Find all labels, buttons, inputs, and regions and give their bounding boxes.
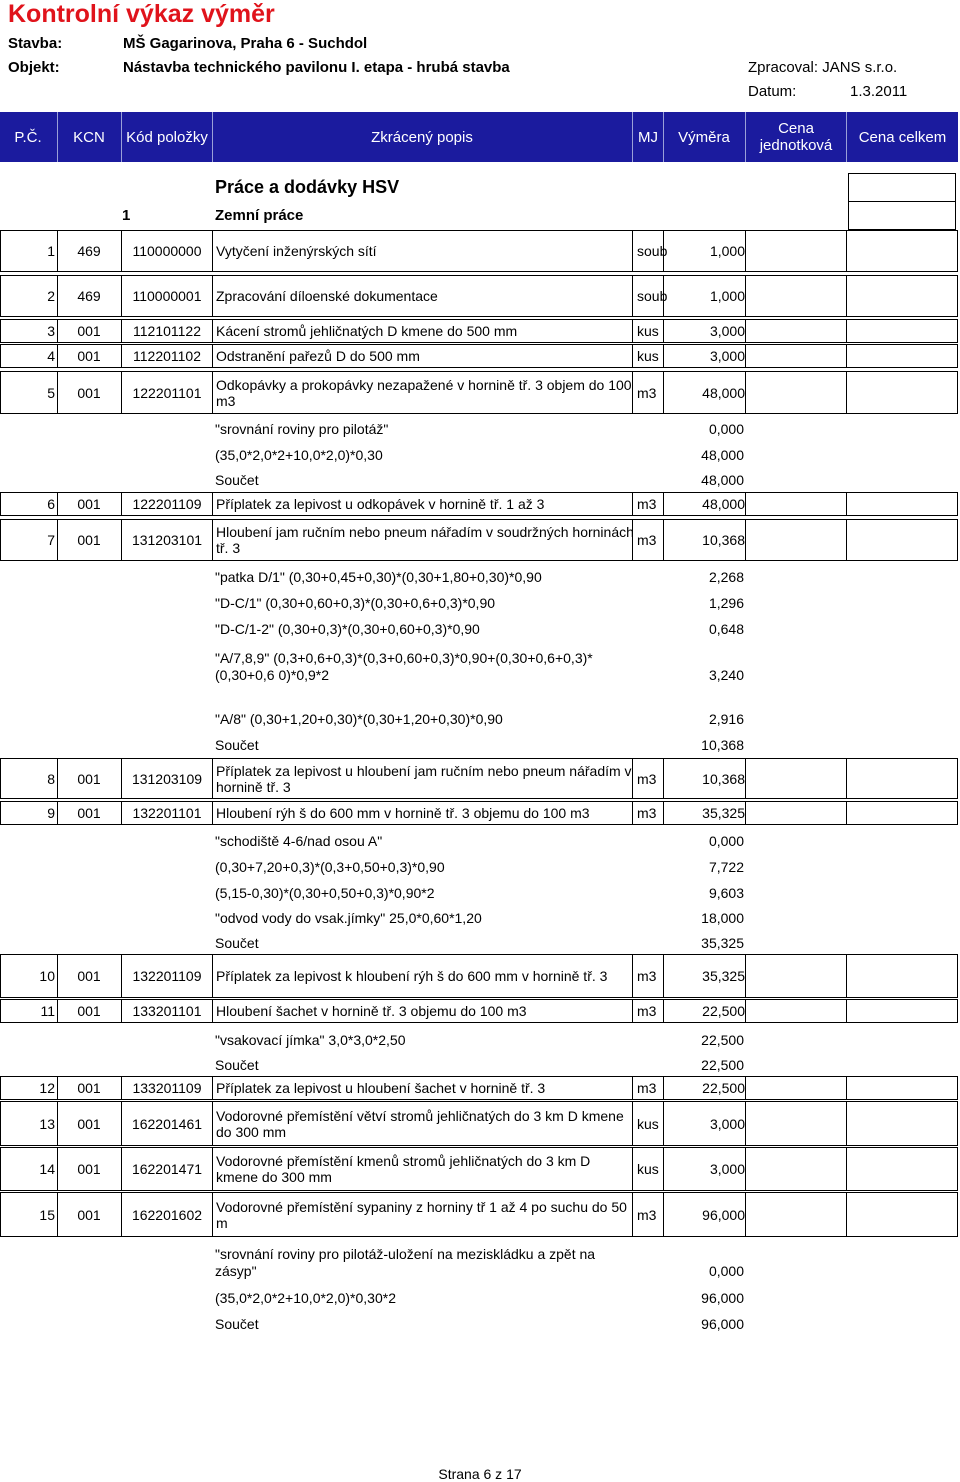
item-unit: m3 xyxy=(637,805,657,821)
detail-text: "A/7,8,9" (0,3+0,6+0,3)*(0,3+0,60+0,3)*0,90+(0,30+0,6+0,3)*(0,30+0,6 0)*0,9*2 xyxy=(215,650,593,683)
item-quantity: 48,000 xyxy=(702,496,745,512)
table-row xyxy=(0,1147,958,1191)
detail-value: 18,000 xyxy=(701,910,744,926)
item-description: Hloubení rýh š do 600 mm v hornině tř. 3 objemu do 100 m3 xyxy=(216,805,590,821)
item-number: 1 xyxy=(47,243,55,259)
item-kcn: 469 xyxy=(77,288,101,304)
item-code: 112201102 xyxy=(133,348,201,364)
detail-value: 10,368 xyxy=(701,737,744,753)
detail-value: 0,000 xyxy=(708,833,744,849)
stavba-value: MŠ Gagarinova, Praha 6 - Suchdol xyxy=(123,35,368,52)
item-kcn: 001 xyxy=(77,1115,101,1132)
item-quantity: 96,000 xyxy=(702,1206,745,1223)
item-quantity: 35,325 xyxy=(702,968,745,984)
item-kcn: 001 xyxy=(77,496,101,512)
item-number: 12 xyxy=(39,1080,55,1096)
item-kcn: 001 xyxy=(77,1206,101,1223)
table-row xyxy=(0,758,958,799)
item-quantity: 3,000 xyxy=(709,1161,745,1177)
item-unit: kus xyxy=(637,348,659,364)
item-quantity: 3,000 xyxy=(709,323,745,339)
detail-text: "schodiště 4-6/nad osou A" xyxy=(215,833,383,849)
item-kcn: 001 xyxy=(77,1161,101,1177)
detail-value: 0,000 xyxy=(708,1263,744,1279)
item-description: Příplatek za lepivost u odkopávek v hornině tř. 1 až 3 xyxy=(216,496,545,512)
item-kcn: 001 xyxy=(77,532,101,548)
detail-value: 2,268 xyxy=(708,569,744,585)
item-unit: m3 xyxy=(637,1206,657,1223)
col-popis: Zkrácený popis xyxy=(371,128,473,146)
item-description: Příplatek za lepivost k hloubení rýh š do 600 mm v hornině tř. 3 xyxy=(216,968,608,984)
detail-text: "D-C/1-2" (0,30+0,3)*(0,30+0,60+0,3)*0,90 xyxy=(215,621,480,637)
col-cena-celkem: Cena celkem xyxy=(858,128,947,146)
item-unit: soub xyxy=(637,243,668,259)
item-description: Odkopávky a prokopávky nezapažené v hornině tř. 3 objem do 100 m3 xyxy=(216,376,632,409)
item-quantity: 10,368 xyxy=(702,532,745,548)
stavba-label: Stavba: xyxy=(8,35,63,52)
detail-text: "A/8" (0,30+1,20+0,30)*(0,30+1,20+0,30)*0,90 xyxy=(215,711,503,727)
item-number: 13 xyxy=(39,1115,55,1132)
item-code: 131203101 xyxy=(131,532,203,548)
col-cena-jedn-line2: jednotková xyxy=(759,137,833,154)
item-code: 162201471 xyxy=(131,1161,203,1177)
item-unit: m3 xyxy=(637,1003,657,1019)
detail-value: 0,000 xyxy=(708,421,744,437)
col-vymera: Výměra xyxy=(678,128,730,146)
zpracoval: Zpracoval: JANS s.r.o. xyxy=(748,59,898,76)
detail-value: 3,240 xyxy=(708,667,744,683)
detail-text: (35,0*2,0*2+10,0*2,0)*0,30*2 xyxy=(215,1290,396,1306)
item-number: 3 xyxy=(47,323,55,339)
item-description: Vodorovné přemístění sypaniny z horniny tř 1 až 4 po suchu do 50 m xyxy=(216,1198,627,1231)
item-quantity: 22,500 xyxy=(702,1003,745,1019)
item-unit: soub xyxy=(637,288,668,304)
item-code: 162201461 xyxy=(131,1115,203,1132)
col-pc: P.Č. xyxy=(14,128,42,146)
detail-text: (35,0*2,0*2+10,0*2,0)*0,30 xyxy=(215,447,383,463)
item-kcn: 001 xyxy=(77,1003,101,1019)
table-row xyxy=(0,519,958,561)
item-number: 10 xyxy=(39,968,55,984)
objekt-value: Nástavba technického pavilonu I. etapa - hrubá stavba xyxy=(123,59,510,76)
item-number: 4 xyxy=(47,348,55,364)
detail-text: (0,30+7,20+0,3)*(0,3+0,50+0,3)*0,90 xyxy=(215,859,445,875)
datum-value: 1.3.2011 xyxy=(850,83,908,100)
item-unit: m3 xyxy=(637,532,657,548)
item-description: Vodorovné přemístění větví stromů jehličnatých do 3 km D kmene do 300 mm xyxy=(216,1107,624,1140)
detail-value: 7,722 xyxy=(708,859,744,875)
item-number: 14 xyxy=(39,1161,55,1177)
item-kcn: 001 xyxy=(77,1080,101,1096)
item-quantity: 22,500 xyxy=(702,1080,745,1096)
item-description: Hloubení šachet v hornině tř. 3 objemu do 100 m3 xyxy=(216,1003,527,1019)
item-code: 112101122 xyxy=(133,323,201,339)
item-description: Odstranění pařezů D do 500 mm xyxy=(216,348,420,364)
item-quantity: 3,000 xyxy=(709,348,745,364)
table-row xyxy=(0,1076,958,1100)
table-row xyxy=(0,1101,958,1146)
item-number: 11 xyxy=(40,1003,55,1019)
item-kcn: 001 xyxy=(77,384,101,401)
page-footer: Strana 6 z 17 xyxy=(438,1466,522,1482)
item-number: 2 xyxy=(47,288,55,304)
item-code: 132201109 xyxy=(132,968,202,984)
section-total-box xyxy=(848,173,956,202)
item-description: Hloubení jam ručním nebo pneum nářadím v soudržných horninách tř. 3 xyxy=(216,524,634,556)
item-number: 6 xyxy=(47,496,55,512)
item-unit: kus xyxy=(637,1161,659,1177)
table-row xyxy=(0,275,958,317)
item-description: Vodorovné přemístění kmenů stromů jehličnatých do 3 km D kmene do 300 mm xyxy=(216,1153,591,1185)
detail-text: "srovnání roviny pro pilotáž" xyxy=(215,421,389,437)
item-kcn: 001 xyxy=(77,323,101,339)
item-unit: m3 xyxy=(637,384,657,401)
col-kod: Kód položky xyxy=(126,128,208,146)
item-kcn: 001 xyxy=(77,805,101,821)
detail-value: 48,000 xyxy=(701,447,744,463)
item-number: 5 xyxy=(47,384,55,401)
item-unit: m3 xyxy=(637,1080,657,1096)
table-row xyxy=(0,319,958,343)
item-unit: kus xyxy=(637,323,659,339)
column-header-bar xyxy=(0,112,958,162)
item-description: Zpracování díloenské dokumentace xyxy=(216,288,438,304)
table-row xyxy=(0,1192,958,1237)
detail-text: "D-C/1" (0,30+0,60+0,3)*(0,30+0,6+0,3)*0,90 xyxy=(215,595,496,611)
item-description: Příplatek za lepivost u hloubení jam ručním nebo pneum nářadím v hornině tř. 3 xyxy=(216,762,632,795)
item-kcn: 469 xyxy=(77,243,101,259)
detail-value: 0,648 xyxy=(708,621,744,637)
item-code: 131203109 xyxy=(131,770,203,787)
objekt-label: Objekt: xyxy=(8,59,60,76)
detail-value: 96,000 xyxy=(701,1316,744,1332)
item-kcn: 001 xyxy=(77,770,101,787)
table-row xyxy=(0,230,958,272)
table-row xyxy=(0,801,958,825)
detail-text: Součet xyxy=(215,1316,259,1332)
col-kcn: KCN xyxy=(73,128,105,146)
item-quantity: 3,000 xyxy=(709,1115,745,1132)
detail-value: 2,916 xyxy=(708,711,744,727)
item-code: 133201109 xyxy=(132,1080,202,1096)
detail-value: 1,296 xyxy=(708,595,744,611)
item-description: Kácení stromů jehličnatých D kmene do 500 mm xyxy=(216,323,518,339)
col-cena-jednotkova xyxy=(746,112,846,162)
datum-label: Datum: xyxy=(748,83,797,100)
item-description: Příplatek za lepivost u hloubení šachet v hornině tř. 3 xyxy=(216,1080,546,1096)
item-code: 122201109 xyxy=(132,496,202,512)
item-unit: m3 xyxy=(637,496,657,512)
detail-text: Součet xyxy=(215,935,259,951)
detail-text: Součet xyxy=(215,1057,259,1073)
detail-value: 22,500 xyxy=(701,1057,744,1073)
section-title: Práce a dodávky HSV xyxy=(215,177,400,197)
item-quantity: 1,000 xyxy=(709,243,745,259)
table-row xyxy=(0,371,958,414)
item-unit: m3 xyxy=(637,770,657,787)
detail-text: "vsakovací jímka" 3,0*3,0*2,50 xyxy=(215,1032,406,1048)
table-row xyxy=(0,999,958,1023)
detail-text: "patka D/1" (0,30+0,45+0,30)*(0,30+1,80+0,30)*0,90 xyxy=(215,569,542,585)
item-code: 110000000 xyxy=(132,243,202,259)
section-number: 1 xyxy=(122,207,131,224)
item-quantity: 1,000 xyxy=(709,288,745,304)
section-name: Zemní práce xyxy=(215,207,304,224)
item-unit: kus xyxy=(637,1115,659,1132)
item-quantity: 10,368 xyxy=(702,770,745,787)
item-quantity: 35,325 xyxy=(702,805,745,821)
item-number: 15 xyxy=(39,1206,55,1223)
detail-value: 96,000 xyxy=(701,1290,744,1306)
col-cena-jedn-line1: Cena xyxy=(778,120,814,137)
item-unit: m3 xyxy=(637,968,657,984)
detail-text: "srovnání roviny pro pilotáž-uložení na meziskládku a zpět na zásyp" xyxy=(215,1246,596,1279)
detail-value: 22,500 xyxy=(701,1032,744,1048)
detail-value: 9,603 xyxy=(708,885,744,901)
detail-text: Součet xyxy=(215,472,259,488)
section-total-box-2 xyxy=(848,201,956,230)
item-number: 8 xyxy=(47,770,55,787)
table-row xyxy=(0,492,958,516)
col-mj: MJ xyxy=(638,128,658,146)
detail-value: 35,325 xyxy=(701,935,744,951)
item-kcn: 001 xyxy=(77,348,101,364)
item-code: 162201602 xyxy=(131,1206,203,1223)
page-title: Kontrolní výkaz výměr xyxy=(8,0,275,28)
detail-text: Součet xyxy=(215,737,259,753)
item-quantity: 48,000 xyxy=(702,384,745,401)
item-kcn: 001 xyxy=(77,968,101,984)
table-row xyxy=(0,344,958,368)
item-number: 9 xyxy=(47,805,55,821)
item-code: 110000001 xyxy=(132,288,202,304)
item-code: 122201101 xyxy=(132,384,202,401)
item-code: 133201101 xyxy=(132,1003,202,1019)
detail-value: 48,000 xyxy=(701,472,744,488)
detail-text: "odvod vody do vsak.jímky" 25,0*0,60*1,20 xyxy=(215,910,482,926)
item-code: 132201101 xyxy=(132,805,202,821)
table-row xyxy=(0,954,958,998)
item-number: 7 xyxy=(47,532,55,548)
item-description: Vytyčení inženýrských sítí xyxy=(216,243,377,259)
detail-text: (5,15-0,30)*(0,30+0,50+0,3)*0,90*2 xyxy=(215,885,435,901)
